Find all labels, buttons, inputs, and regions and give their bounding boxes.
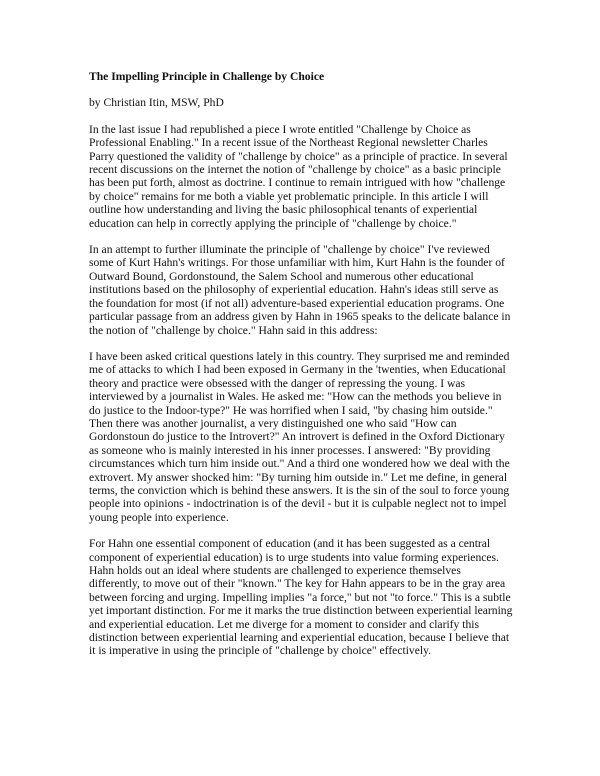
paragraph-intro: In the last issue I had republished a piece I wrote entitled "Challenge by Choice as Professional Enabling." In a recent issue of the Northeast Regional newsletter Charles Parry questioned the validity of "challenge by choice" as a principle of practice. In several recent discussions on the internet the notion of "challenge by choice" as a basic principle has been put forth, almost as doctrine. I continue to remain intrigued with how "challenge by choice" remains for me both a viable yet problematic principle. In this article I will outline how understanding and living the basic philosophical tenants of experiential education can help in correctly applying the principle of "challenge by choice." xyxy=(89,122,508,230)
paragraph-hahn-writings: In an attempt to further illuminate the principle of "challenge by choice" I've reviewed some of Kurt Hahn's writings. For those unfamiliar with him, Kurt Hahn is the founder of Outward Bound, Gordonstound, the Salem School and numerous other educational institutions based on the philosophy of experiential education. Hahn's ideas still serve as the foundation for most (if not all) adventure-based experiential education programs. One particular passage from an address given by Hahn in 1965 speaks to the delicate balance in the notion of "challenge by choice." Hahn said in this address: xyxy=(89,243,511,337)
document-page xyxy=(89,70,514,671)
document-byline: by Christian Itin, MSW, PhD xyxy=(89,96,224,110)
paragraph-impelling: For Hahn one essential component of education (and it has been suggested as a central component of experiential education) is to urge students into value forming experiences. Hahn holds out an ideal where students are challenged to experience themselves differently, to move out of their "known." The key for Hahn appears to be in the gray area between forcing and urging. Impelling implies "a force," but not "to force." This is a subtle yet important distinction. For me it marks the true distinction between experiential learning and experiential education. Let me diverge for a moment to consider and clarify this distinction between experiential learning and experiential education, because I believe that it is imperative in using the principle of "challenge by choice" effectively. xyxy=(89,537,513,658)
paragraph-hahn-quote: I have been asked critical questions lately in this country. They surprised me and reminded me of attacks to which I had been exposed in Germany in the 'twenties, when Educational theory and practice were obsessed with the danger of repressing the young. I was interviewed by a journalist in Wales. He asked me: "How can the methods you believe in do justice to the Indoor-type?" He was horrified when I said, "by chasing him outside." Then there was another journalist, a very distinguished one who said "How can Gordonstoun do justice to the Introvert?" An introvert is defined in the Oxford Dictionary as someone who is mainly interested in his inner processes. I answered: "By providing circumstances which turn him inside out." And a third one wondered how we deal with the extrovert. My answer shocked him: "By turning him outside in." Let me define, in general terms, the conviction which is behind these answers. It is the sin of the soul to force young people into opinions - indoctrination is of the devil - but it is culpable neglect not to impel young people into experience. xyxy=(89,349,510,524)
document-title: The Impelling Principle in Challenge by Choice xyxy=(89,70,325,83)
